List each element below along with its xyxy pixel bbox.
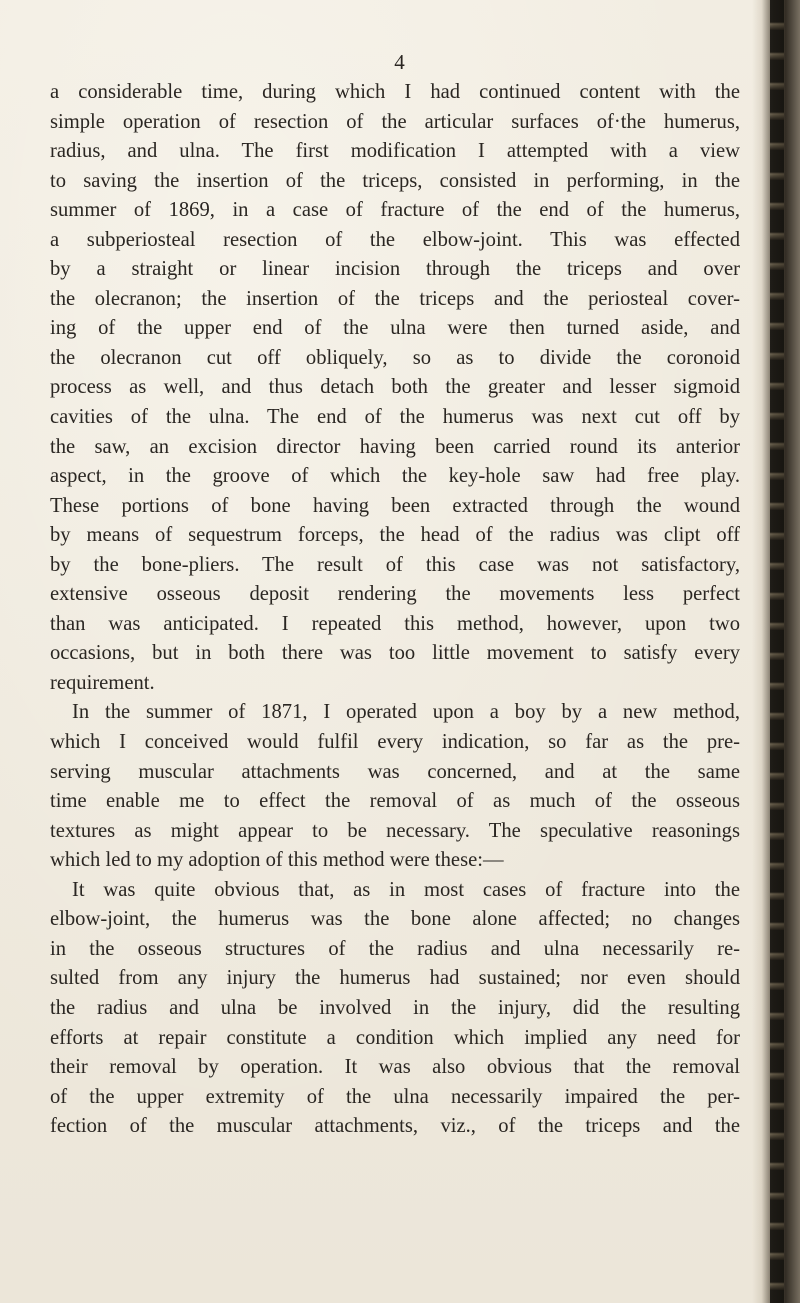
text-line: efforts at repair constitute a condition which implied any need for xyxy=(50,1026,740,1049)
text-line: These portions of bone having been extracted through the wound xyxy=(50,494,740,517)
text-line: serving muscular attachments was concerned, and at the same xyxy=(50,760,740,783)
text-line: the olecranon; the insertion of the triceps and the periosteal cover- xyxy=(50,287,740,310)
book-spine-shadow xyxy=(752,0,800,1303)
text-line: in the osseous structures of the radius and ulna necessarily re- xyxy=(50,937,740,960)
text-line: summer of 1869, in a case of fracture of the end of the humerus, xyxy=(50,199,740,222)
text-line: time enable me to effect the removal of as much of the osseous xyxy=(50,790,740,813)
text-line: textures as might appear to be necessary. The speculative reasonings xyxy=(50,819,740,842)
text-line: which led to my adoption of this method were these:— xyxy=(50,849,504,872)
text-line: sulted from any injury the humerus had sustained; nor even should xyxy=(50,967,740,990)
text-line: ing of the upper end of the ulna were then turned aside, and xyxy=(50,317,740,340)
text-line: by means of sequestrum forceps, the head of the radius was clipt off xyxy=(50,524,740,547)
text-line: requirement. xyxy=(50,671,155,694)
text-line: their removal by operation. It was also obvious that the removal xyxy=(50,1056,740,1079)
text-line: the radius and ulna be involved in the injury, did the resulting xyxy=(50,996,740,1019)
text-line: than was anticipated. I repeated this method, however, upon two xyxy=(50,612,740,635)
text-line: In the summer of 1871, I operated upon a boy by a new method, xyxy=(72,701,740,724)
text-line: to saving the insertion of the triceps, consisted in performing, in the xyxy=(50,169,740,192)
text-line: which I conceived would fulfil every indication, so far as the pre- xyxy=(50,731,740,754)
text-line: the olecranon cut off obliquely, so as to divide the coronoid xyxy=(50,346,740,369)
text-line: elbow-joint, the humerus was the bone alone affected; no changes xyxy=(50,908,740,931)
text-line: cavities of the ulna. The end of the humerus was next cut off by xyxy=(50,406,740,429)
text-line: by the bone-pliers. The result of this case was not satisfactory, xyxy=(50,553,740,576)
body-text xyxy=(50,78,740,1142)
text-line: fection of the muscular attachments, viz., of the triceps and the xyxy=(50,1115,740,1138)
text-line: a subperiosteal resection of the elbow-joint. This was effected xyxy=(50,228,740,251)
text-line: aspect, in the groove of which the key-hole saw had free play. xyxy=(50,465,740,488)
text-line: the saw, an excision director having been carried round its anterior xyxy=(50,435,740,458)
text-line: process as well, and thus detach both the greater and lesser sigmoid xyxy=(50,376,740,399)
text-line: It was quite obvious that, as in most cases of fracture into the xyxy=(72,878,740,901)
text-line: extensive osseous deposit rendering the movements less perfect xyxy=(50,583,740,606)
text-line: of the upper extremity of the ulna necessarily impaired the per- xyxy=(50,1085,740,1108)
text-line: simple operation of resection of the articular surfaces of·the humerus, xyxy=(50,110,740,133)
page-number: 4 xyxy=(394,50,406,74)
text-line: a considerable time, during which I had continued content with the xyxy=(50,81,740,103)
text-line: by a straight or linear incision through the triceps and over xyxy=(50,258,740,281)
text-line: occasions, but in both there was too little movement to satisfy every xyxy=(50,642,740,665)
text-line: radius, and ulna. The first modification I attempted with a view xyxy=(50,140,740,163)
